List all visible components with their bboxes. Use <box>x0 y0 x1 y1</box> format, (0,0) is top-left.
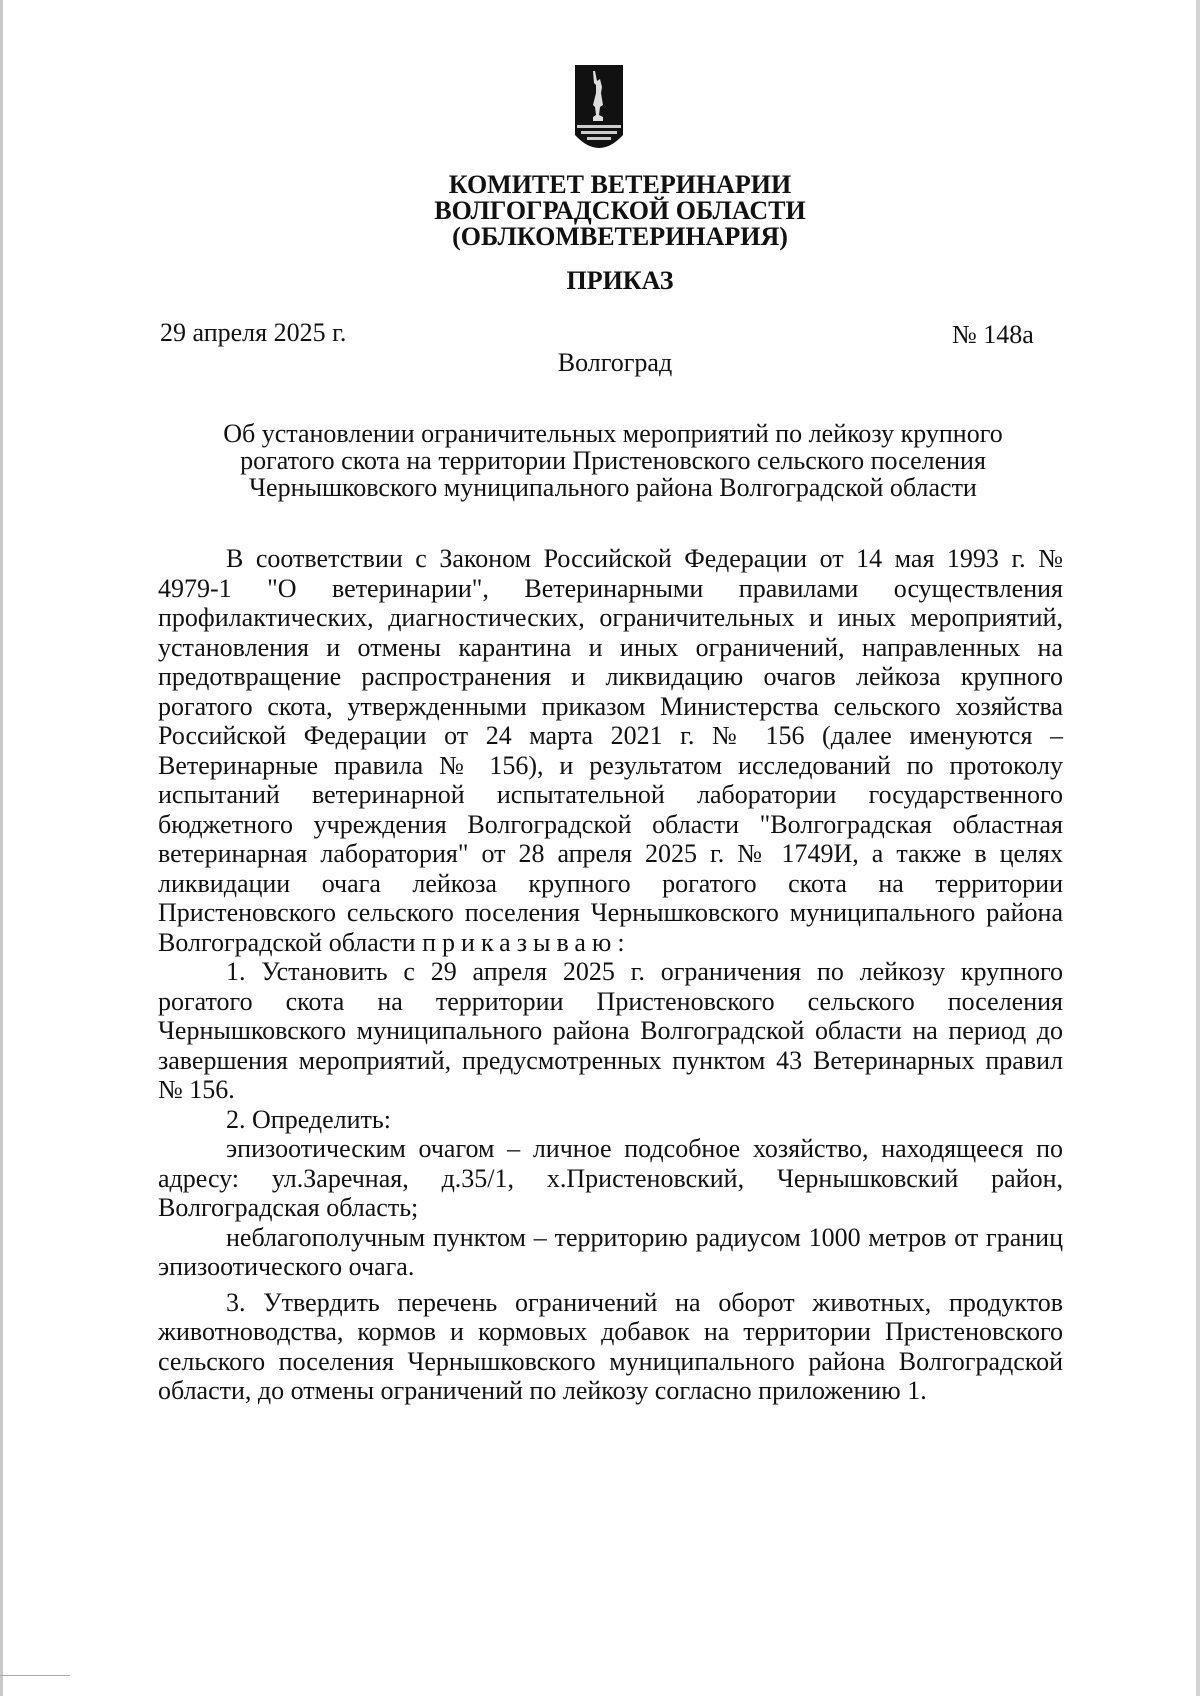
item-1: 1. Установить с 29 апреля 2025 г. ограничения по лейкозу крупного рогатого скота на территории Пристеновского сельского поселения Чернышковского муниципального района Волгоградской области на период до завершения мероприятий, предусмотренных пунктом 43 Ветеринарных правил № 156. <box>158 957 1063 1104</box>
document-date: 29 апреля 2025 г. <box>160 318 347 347</box>
scan-edge-right <box>1196 0 1200 1696</box>
org-line-2: ВОЛГОГРАДСКОЙ ОБЛАСТИ <box>434 196 806 225</box>
document-body <box>158 544 1063 1406</box>
organization-name <box>0 172 1200 250</box>
document-type: ПРИКАЗ <box>566 266 674 295</box>
document-title <box>0 420 1200 501</box>
scan-mark <box>0 1675 70 1676</box>
volgograd-emblem-icon <box>573 63 625 160</box>
document-city: Волгоград <box>557 348 673 377</box>
title-line-2: рогатого скота на территории Пристеновского сельского поселения <box>240 446 986 475</box>
preamble-paragraph <box>158 544 1063 957</box>
item-2b: неблагополучным пунктом – территорию радиусом 1000 метров от границ эпизоотического очага. <box>158 1222 1063 1281</box>
document-number: № 148а <box>952 320 1034 349</box>
item-3: 3. Утвердить перечень ограничений на оборот животных, продуктов животноводства, кормов и кормовых добавок на территории Пристеновского сельского поселения Чернышковского муниципального района Волгоградской области, до отмены ограничений по лейкозу согласно приложению 1. <box>158 1287 1063 1405</box>
title-line-1: Об установлении ограничительных мероприятий по лейкозу крупного <box>223 419 1003 448</box>
org-line-3: (ОБЛКОМВЕТЕРИНАРИЯ) <box>452 222 788 251</box>
title-line-3: Чернышковского муниципального района Волгоградской области <box>249 473 977 502</box>
item-2a: эпизоотическим очагом – личное подсобное хозяйство, находящееся по адресу: ул.Заречная, д.35/1, х.Пристеновский, Чернышковский район, Волгоградская область; <box>158 1134 1063 1222</box>
preamble-verb: приказываю: <box>422 927 631 957</box>
preamble-text: В соответствии с Законом Российской Федерации от 14 мая 1993 г. № 4979-1 "О ветеринарии", Ветеринарными правилами осуществления профилактических, диагностических, ограничительных и иных мероприятий, установления и отмены карантина и иных ограничений, направленных на предотвращение распространения и ликвидацию очагов лейкоза крупного рогатого скота, утвержденными приказом Министерства сельского хозяйства Российской Федерации от 24 марта 2021 г. № 156 (далее именуются – Ветеринарные правила № 156), и результатом исследований по протоколу испытаний ветеринарной испытательной лаборатории государственного бюджетного учреждения Волгоградской области "Волгоградская областная ветеринарная лаборатория" от 28 апреля 2025 г. № 1749И, а также в целях ликвидации очага лейкоза крупного рогатого скота на территории Пристеновского сельского поселения Чернышковского муниципального района Волгоградской области <box>158 544 1063 957</box>
item-2: 2. Определить: <box>226 1104 391 1134</box>
org-line-1: КОМИТЕТ ВЕТЕРИНАРИИ <box>448 170 792 199</box>
scan-edge-left <box>0 0 3 1696</box>
